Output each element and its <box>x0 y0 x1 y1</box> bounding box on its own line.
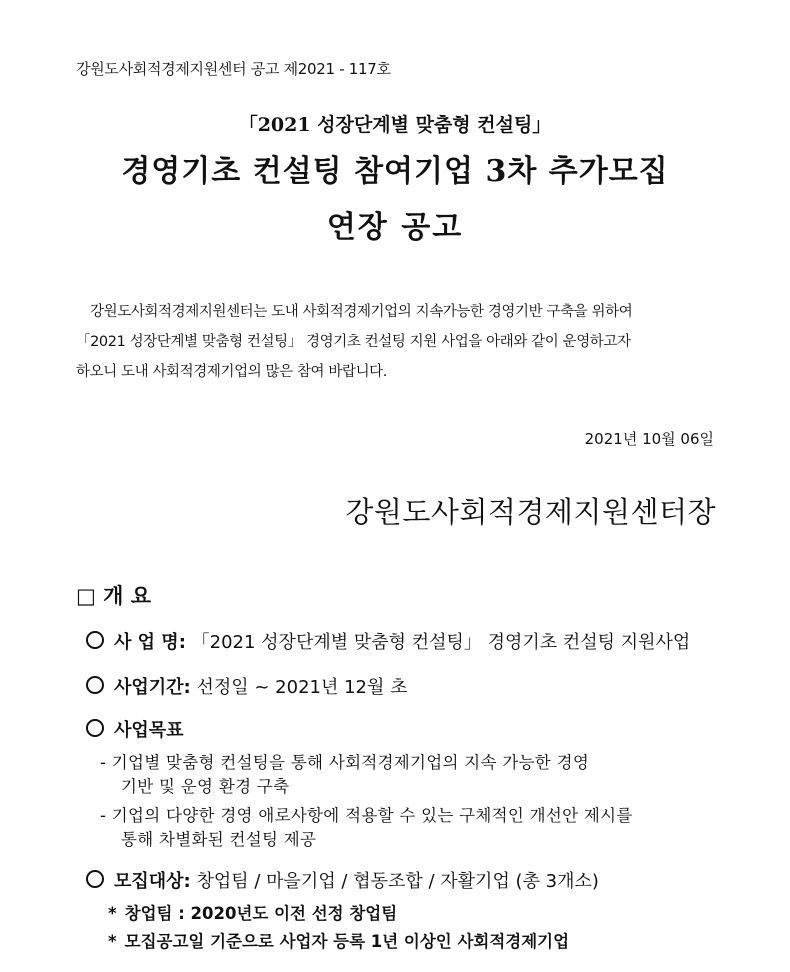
page-title: 경영기초 컨설팅 참여기업 3차 추가모집 <box>121 154 669 189</box>
business-name-item <box>86 628 690 654</box>
circle-bullet-icon <box>86 870 104 888</box>
intro-line-2: 「2021 성장단계별 맞춤형 컨설팅」 경영기초 컨설팅 지원 사업을 아래와 같이 운영하고자 <box>76 334 631 350</box>
period-value: 선정일 ~ 2021년 12월 초 <box>196 677 408 698</box>
section-heading-overview: □ 개 요 <box>76 584 152 608</box>
target-item <box>86 867 599 893</box>
goal-bullet-1-cont: 기반 및 운영 환경 구축 <box>121 777 290 796</box>
goal-bullet-2-cont: 통해 차별화된 컨설팅 제공 <box>121 830 317 849</box>
intro-line-1: 강원도사회적경제지원센터는 도내 사회적경제기업의 지속가능한 경영기반 구축을 위하여 <box>90 304 633 320</box>
goals-item <box>86 716 184 742</box>
notice-number: 강원도사회적경제지원센터 공고 제2021 - 117호 <box>76 60 391 78</box>
signer-title: 강원도사회적경제지원센터장 <box>345 495 716 529</box>
business-name-label: 사 업 명: <box>114 632 186 653</box>
target-note-2 <box>108 928 569 952</box>
asterisk-icon: * <box>108 904 117 923</box>
notice-date: 2021년 10월 06일 <box>584 430 714 448</box>
target-note-1 <box>108 900 397 924</box>
intro-line-3: 하오니 도내 사회적경제기업의 많은 참여 바랍니다. <box>76 364 388 380</box>
target-value: 창업팀 / 마을기업 / 협동조합 / 자활기업 (총 3개소) <box>196 871 599 892</box>
asterisk-icon: * <box>108 932 117 951</box>
business-name-value: 「2021 성장단계별 맞춤형 컨설팅」 경영기초 컨설팅 지원사업 <box>191 632 691 653</box>
period-label: 사업기간: <box>114 677 191 698</box>
target-note-2-text: 모집공고일 기준으로 사업자 등록 1년 이상인 사회적경제기업 <box>124 932 570 951</box>
target-label: 모집대상: <box>114 871 191 892</box>
period-item <box>86 673 408 699</box>
goal-bullet-2: - 기업의 다양한 경영 애로사항에 적용할 수 있는 구체적인 개선안 제시를 <box>100 806 633 825</box>
program-subtitle: 「2021 성장단계별 맞춤형 컨설팅」 <box>238 114 552 136</box>
circle-bullet-icon <box>86 631 104 649</box>
circle-bullet-icon <box>86 676 104 694</box>
goals-label: 사업목표 <box>114 720 184 741</box>
page-title-line2: 연장 공고 <box>326 210 464 245</box>
circle-bullet-icon <box>86 719 104 737</box>
target-note-1-text: 창업팀 : 2020년도 이전 선정 창업팀 <box>124 904 398 923</box>
goal-bullet-1: - 기업별 맞춤형 컨설팅을 통해 사회적경제기업의 지속 가능한 경영 <box>100 753 590 772</box>
